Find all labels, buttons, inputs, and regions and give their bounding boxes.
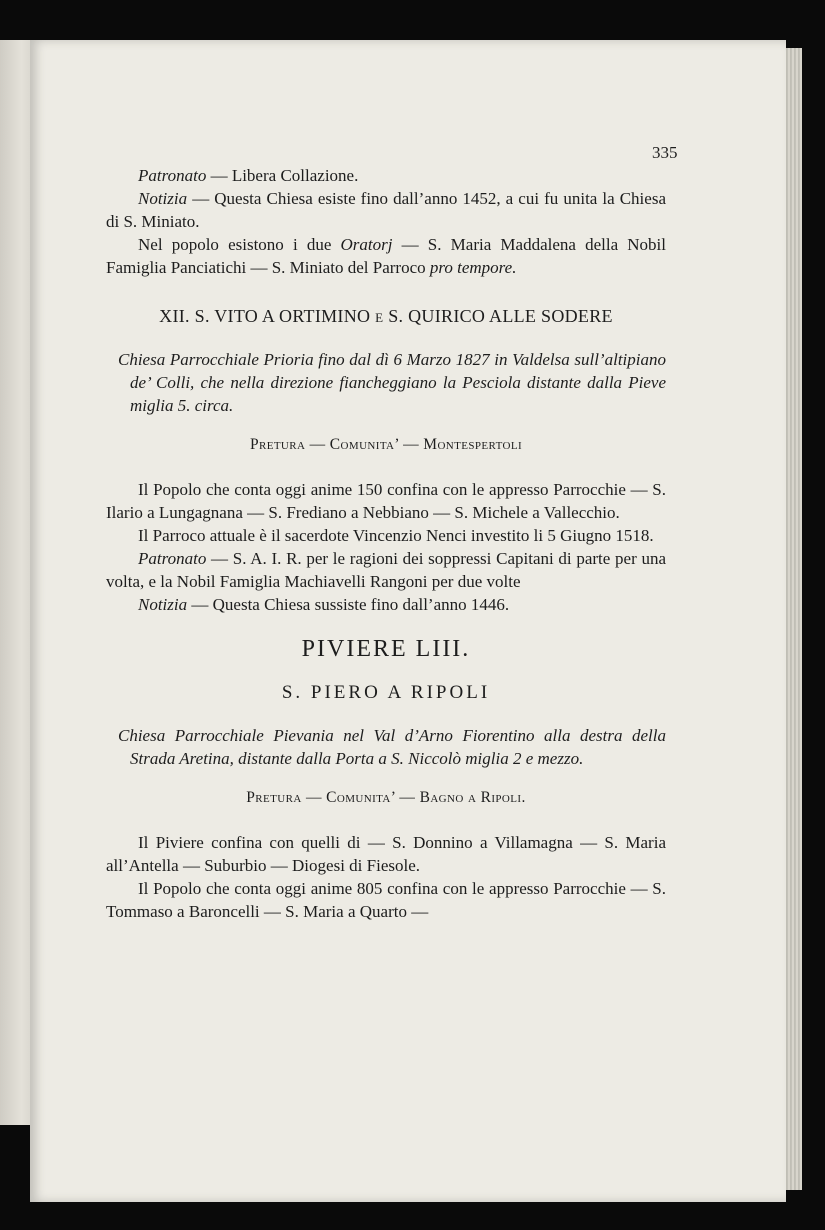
patronato-text: — Libera Collazione. [210, 166, 359, 185]
patronato-label: Patronato [138, 166, 207, 185]
notizia-text: — Questa Chiesa esiste fino dall’anno 1452, a cui fu unita la Chiesa di S. Miniato. [106, 189, 666, 231]
oratori-text: — S. Maria Maddalena della Nobil Famiglia Panciatichi — S. Miniato del Parroco [106, 235, 666, 277]
section-xii-popolo: Il Popolo che conta oggi anime 150 confina con le appresso Parrocchie — S. Ilario a Lungagnana — S. Frediano a Nebbiano — S. Michele a Vallecchio. [106, 480, 666, 522]
section-xii-patronato [106, 547, 666, 593]
book-page [30, 40, 786, 1202]
heading-conjunction: e [375, 306, 384, 326]
patronato-text: — S. A. I. R. per le ragioni dei soppressi Capitani di parte per una volta, e la Nobil Famiglia Machiavelli Rangoni per due volte [106, 549, 666, 591]
oratori-paragraph [106, 233, 666, 279]
piviere-title: PIVIERE LIII. [301, 636, 471, 662]
piviere-popolo: Il Popolo che conta oggi anime 805 confina con le appresso Parrocchie — S. Tommaso a Baroncelli — S. Maria a Quarto — [106, 879, 666, 921]
section-xii-description: Chiesa Parrocchiale Prioria fino dal dì 6 Marzo 1827 in Valdelsa sull’altipiano de’ Colli, che nella direzione fiancheggiano la Pesciola distante dalla Pieve miglia 5. circa. [118, 350, 666, 415]
section-xii-subheading: Pretura — Comunita’ — Montespertoli [249, 436, 523, 453]
notizia-label: Notizia [138, 189, 188, 208]
section-xii-parroco: Il Parroco attuale è il sacerdote Vincenzio Nenci investito li 5 Giugno 1518. [138, 526, 654, 545]
heading-part-1: XII. S. VITO A ORTIMINO [159, 306, 371, 326]
piviere-confini: Il Piviere confina con quelli di — S. Donnino a Villamagna — S. Maria all’Antella — Suburbio — Diogesi di Fiesole. [106, 833, 666, 875]
notizia-line [106, 187, 666, 233]
oratori-pro-tempore: pro tempore. [429, 258, 517, 277]
notizia-label: Notizia [138, 595, 188, 614]
page-text [106, 143, 678, 923]
section-xii-notizia [106, 593, 666, 616]
notizia-text: — Questa Chiesa sussiste fino dall’anno 1446. [191, 595, 510, 614]
piviere-subtitle: S. PIERO A RIPOLI [281, 682, 491, 703]
patronato-label: Patronato [138, 549, 207, 568]
section-xii-heading [106, 305, 666, 328]
oratori-label: Oratorj [340, 235, 393, 254]
patronato-line [106, 164, 666, 187]
oratori-pre: Nel popolo esistono i due [138, 235, 332, 254]
page-number: 335 [652, 143, 678, 162]
piviere-description: Chiesa Parrocchiale Pievania nel Val d’Arno Fiorentino alla destra della Strada Aretina, distante dalla Porta a S. Niccolò miglia 2 e mezzo. [118, 726, 666, 768]
heading-part-2: S. QUIRICO ALLE SODERE [388, 306, 613, 326]
piviere-subheading: Pretura — Comunita’ — Bagno a Ripoli. [246, 789, 526, 806]
